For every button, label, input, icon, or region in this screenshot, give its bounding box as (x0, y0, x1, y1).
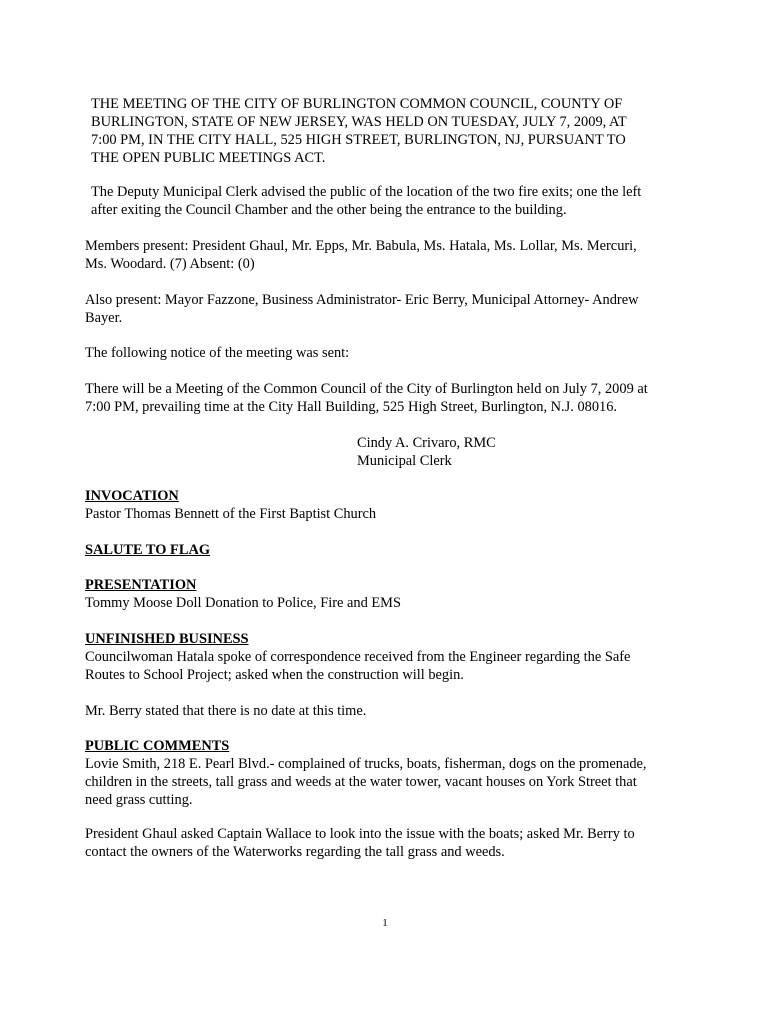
header-line: THE MEETING OF THE CITY OF BURLINGTON COMMON COUNCIL, COUNTY OF (91, 96, 623, 112)
notice-line: 7:00 PM, prevailing time at the City Hall Building, 525 High Street, Burlington, N.J. 08016. (85, 399, 618, 415)
members-line: Ms. Woodard. (7) Absent: (0) (85, 256, 255, 272)
unfinished-line: Councilwoman Hatala spoke of correspondence received from the Engineer regarding the Safe (85, 649, 631, 665)
berry-reply (85, 702, 685, 720)
unfinished-line: Routes to School Project; asked when the construction will begin. (85, 667, 464, 683)
followup-line: President Ghaul asked Captain Wallace to look into the issue with the boats; asked Mr. Berry to (85, 826, 635, 842)
ghaul-followup (85, 825, 685, 861)
fire-exits-paragraph (91, 183, 681, 219)
unfinished-business-heading: UNFINISHED BUSINESS (85, 631, 249, 647)
invocation-section (85, 487, 685, 523)
public-comment-line: need grass cutting. (85, 792, 193, 808)
clerk-name: Cindy A. Crivaro, RMC (357, 435, 496, 451)
public-comments-section (85, 737, 685, 809)
invocation-heading: INVOCATION (85, 488, 179, 504)
invocation-text: Pastor Thomas Bennett of the First Baptist Church (85, 506, 377, 522)
berry-reply-text: Mr. Berry stated that there is no date at this time. (85, 703, 367, 719)
also-present-line: Also present: Mayor Fazzone, Business Administrator- Eric Berry, Municipal Attorney- Andrew (85, 292, 639, 308)
meeting-notice (85, 380, 685, 416)
public-comment-line: Lovie Smith, 218 E. Pearl Blvd.- complained of trucks, boats, fisherman, dogs on the promenade, (85, 756, 647, 772)
header-line: THE OPEN PUBLIC MEETINGS ACT. (91, 150, 326, 166)
header-line: BURLINGTON, STATE OF NEW JERSEY, WAS HELD ON TUESDAY, JULY 7, 2009, AT (91, 114, 627, 130)
presentation-text: Tommy Moose Doll Donation to Police, Fire and EMS (85, 595, 401, 611)
salute-heading: SALUTE TO FLAG (85, 542, 211, 558)
also-present-line: Bayer. (85, 310, 123, 326)
presentation-heading: PRESENTATION (85, 577, 197, 593)
fire-exits-line: The Deputy Municipal Clerk advised the public of the location of the two fire exits; one the left (91, 184, 642, 200)
notice-line: There will be a Meeting of the Common Council of the City of Burlington held on July 7, 2009 at (85, 381, 648, 397)
salute-section (85, 541, 685, 559)
header-line: 7:00 PM, IN THE CITY HALL, 525 HIGH STREET, BURLINGTON, NJ, PURSUANT TO (91, 132, 626, 148)
members-present-paragraph (85, 237, 685, 273)
members-line: Members present: President Ghaul, Mr. Epps, Mr. Babula, Ms. Hatala, Ms. Lollar, Ms. Mercuri, (85, 238, 637, 254)
unfinished-business-section (85, 630, 685, 684)
notice-intro-text: The following notice of the meeting was sent: (85, 345, 350, 361)
notice-intro (85, 344, 685, 362)
presentation-section (85, 576, 685, 612)
followup-line: contact the owners of the Waterworks regarding the tall grass and weeds. (85, 844, 505, 860)
clerk-title: Municipal Clerk (357, 453, 452, 469)
public-comments-heading: PUBLIC COMMENTS (85, 738, 230, 754)
meeting-header (91, 95, 681, 167)
public-comment-line: children in the streets, tall grass and weeds at the water tower, vacant houses on York Street that (85, 774, 637, 790)
fire-exits-line: after exiting the Council Chamber and the other being the entrance to the building. (91, 202, 567, 218)
clerk-signature (357, 434, 657, 470)
page-number: 1 (382, 917, 388, 929)
also-present-paragraph (85, 291, 685, 327)
